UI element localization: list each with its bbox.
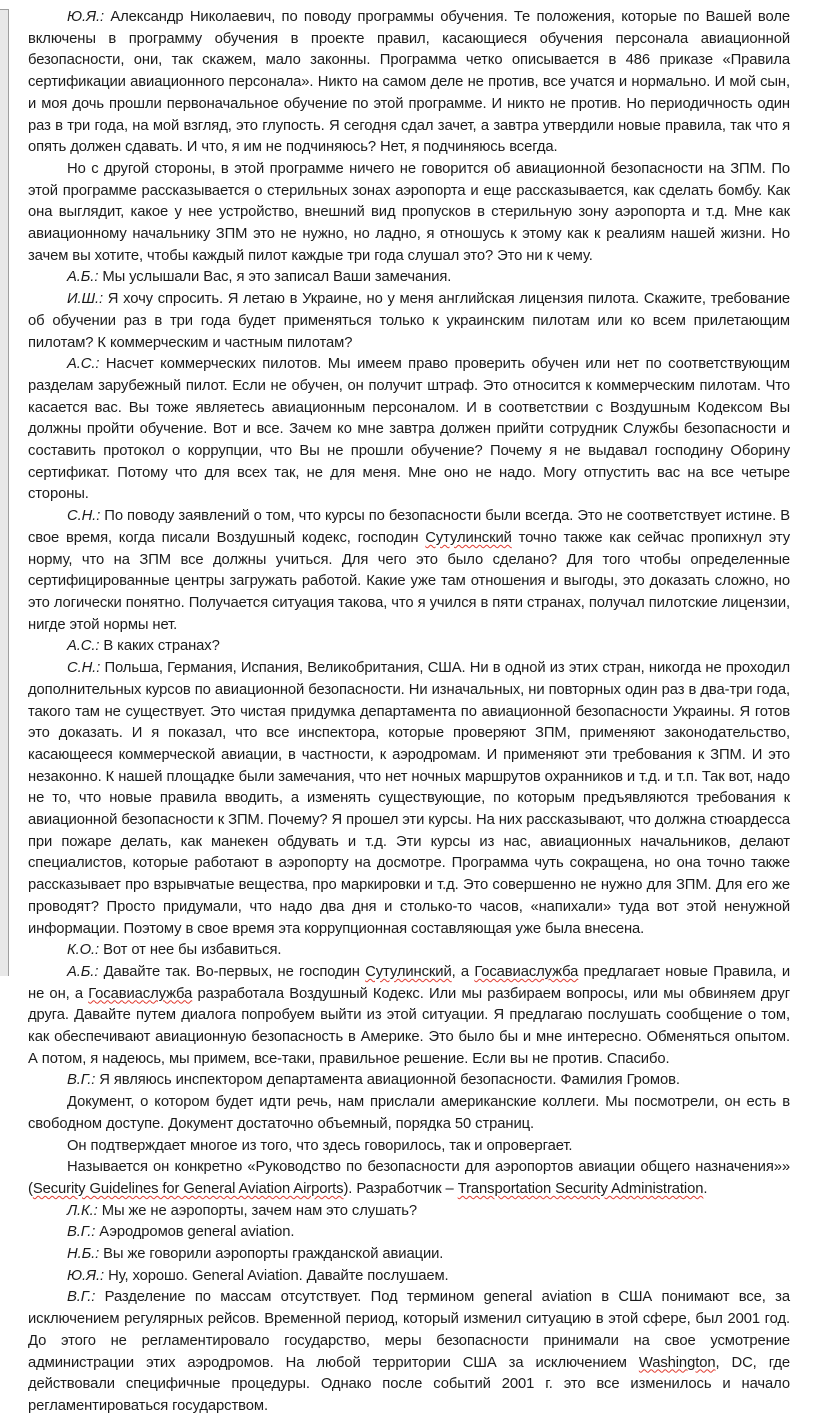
paragraph [28,1157,790,1200]
speaker-label: А.Б.: [67,963,99,980]
paragraph [28,1092,790,1135]
text-segment: Мы услышали Вас, я это записал Ваши замечания. [98,269,452,286]
text-segment: разработала Воздушный Кодекс. Или мы разбираем вопросы, или мы обвиняем друг друга. Давайте путем диалога попробуем выйти из этой ситуации. Я предлагаю послушать сообщение о том, как обеспечивают авиационную безопасность в Америке. Это было бы и мне интересно. Обменяться опытом. А потом, я надеюсь, мы примем, все-таки, правильное решение. Если вы не против. Спасибо. [28,985,790,1067]
misspelled-word: Transportation Security Administration [457,1180,704,1197]
paragraph [28,506,790,636]
speaker-label: В.Г.: [67,1072,96,1089]
speaker-label: Ю.Я.: [67,1267,105,1284]
paragraph [28,1136,790,1158]
misspelled-word: Сутулинский [425,529,512,546]
paragraph [28,354,790,506]
speaker-label: В.Г.: [67,1224,96,1241]
speaker-label: И.Ш.: [67,291,104,308]
text-segment: Давайте так. Во-первых, не господин [98,963,366,980]
speaker-label: С.Н.: [67,508,101,525]
misspelled-word: Сутулинский [365,963,452,980]
paragraph [28,289,790,354]
paragraph [28,1070,790,1092]
paragraph [28,1244,790,1266]
text-segment: Вот от нее бы избавиться. [99,942,282,959]
text-segment: Документ, о котором будет идти речь, нам прислали американские коллеги. Мы посмотрели, он есть в свободном доступе. Документ достаточно объемный, порядка 50 страниц. [28,1094,790,1132]
text-segment: Вы же говорили аэропорты гражданской авиации. [99,1246,444,1263]
paragraph [28,1222,790,1244]
text-segment: Я хочу спросить. Я летаю в Украине, но у меня английская лицензия пилота. Скажите, требование об обучении раз в три года будет применяться только к украинским пилотам или ко всем прилетающим пилотам? К коммерческим и частным пилотам? [28,291,790,351]
text-segment: Александр Николаевич, по поводу программы обучения. Те положения, которые по Вашей воле включены в программу обучения в проекте правил, касающиеся обучения персонала авиационной безопасности, они, так скажем, мало законны. Программа четко описывается в 486 приказе «Правила сертификации авиационного персонала». Никто на самом деле не против, все учатся и нормально. И мой сын, и моя дочь прошли первоначальное обучение по этой программе. И никто не против. Но периодичность один раз в три года, на мой взгляд, это глупость. Я сегодня сдал зачет, а завтра утвердили новые правила, так что я опять должен сдавать. И что, я им не подчиняюсь? Нет, я подчиняюсь всегда. [28,9,790,156]
text-segment: предлагает новые Правила, и не он, а [28,963,790,1002]
text-segment: Я являюсь инспектором департамента авиационной безопасности. Фамилия Громов. [95,1072,680,1089]
speaker-label: А.С.: [67,638,100,655]
text-segment: , а [451,963,475,980]
paragraph [28,7,790,159]
speaker-label: Н.Б.: [67,1246,100,1263]
text-segment: Польша, Германия, Испания, Великобритания, США. Ни в одной из этих стран, никогда не проходил дополнительных курсов по авиационной безопасности. Ни изначальных, ни повторных один раз в два-три года, такого там не существует. Это чистая придумка департамента по авиационной безопасности Украины. Я готов это доказать. И я показал, что все инспектора, которые проверяют ЗПМ, применяют законодательство, касающееся коммерческой авиации, в частности, к аэродромам. И применяют эти требования к ЗПМ. И это незаконно. К нашей площадке были замечания, что нет ночных маршрутов охранников и т.д. и т.п. Так вот, надо не то, что новые правила вводить, а изменять существующие, по которым предъявляются требования к авиационной безопасности к ЗПМ. Почему? Я прошел эти курсы. На них рассказывают, что должна стюардесса при пожаре делать, как манекен обдувать и т.д. Эти курсы из нас, авиационных начальников, делают специалистов, которые работают в аэропорту на досмотре. Программа чуть сокращена, но она точно также рассказывает про взрывчатые вещества, про маркировки и т.д. Это совершенно не нужно для ЗПМ. Для его же проводят? Просто придумали, что надо два дня и столько-то часов, «напихали» туда вот этой ненужной информации. Поэтому в свое время эта коррупционная составляющая уже была внесена. [28,660,790,937]
paragraph [28,962,790,1071]
misspelled-word: Washington [638,1354,716,1371]
paragraph [28,940,790,962]
misspelled-word: Госавиаслужба [88,985,193,1002]
paragraph [28,267,790,289]
text-segment: Разделение по массам отсутствует. Под термином general aviation в США понимают все, за исключением регулярных рейсов. Временной период, который изменил ситуацию в этой сфере, был 2001 год. До этого не регламентировало государство, меры безопасности принимали на свое усмотрение администрации этих аэродромов. На любой территории США за исключением [28,1289,790,1371]
text-segment: В каких странах? [99,638,220,655]
text-segment: точно также как сейчас пропихнул эту норму, что на ЗПМ все должны учиться. Для чего это было сделано? Для того чтобы определенные сертифицированные центры загружать работой. Какие уже там отношения и выгоды, это доказать сложно, но это логически понятно. Получается ситуация такова, что я учился в пяти странах, получал пилотские лицензии, нигде этой нормы нет. [28,529,790,633]
paragraph [28,1266,790,1288]
text-segment: Называется он конкретно «Руководство по безопасности для аэропортов авиации общего назначения»» ( [28,1159,790,1197]
paragraph [28,636,790,658]
paragraph [28,658,790,940]
text-segment: По поводу заявлений о том, что курсы по безопасности были всегда. Это не соответствует истине. В свое время, когда писали Воздушный кодекс, господин [28,508,790,546]
misspelled-word: Госавиаслужба [474,963,579,980]
paragraph [28,1201,790,1223]
page-left-edge [0,9,9,976]
speaker-label: Ю.Я.: [67,9,105,25]
speaker-label: С.Н.: [67,660,101,677]
text-segment: ). Разработчик – [343,1180,458,1197]
text-segment: Он подтверждает многое из того, что здесь говорилось, так и опровергает. [67,1137,573,1154]
paragraph [28,1287,790,1417]
misspelled-word: Security Guidelines for General Aviation Airports [32,1180,344,1197]
speaker-label: А.Б.: [67,269,99,286]
paragraph [28,159,790,268]
text-segment: Ну, хорошо. General Aviation. Давайте послушаем. [104,1267,449,1284]
text-segment: Аэродромов general aviation. [95,1224,295,1241]
speaker-label: А.С.: [67,356,100,373]
speaker-label: Л.К.: [67,1202,98,1219]
speaker-label: В.Г.: [67,1289,96,1306]
text-segment: Но с другой стороны, в этой программе ничего не говорится об авиационной безопасности на ЗПМ. По этой программе рассказывается о стерильных зонах аэропорта и еще рассказывается, как сделать бомбу. Как она выглядит, какое у нее устройство, внешний вид пропусков в стерильную зону аэропорта и т.д. Мне как авиационному начальнику ЗПМ это не нужно, но ладно, я отношусь к этому как к реалиям нашей жизни. Но зачем вы хотите, чтобы каждый пилот каждые три года слушал это? Это ни к чему. [28,160,790,264]
text-segment: Мы же не аэропорты, зачем нам это слушать? [97,1202,418,1219]
document-page [28,7,790,1418]
text-segment: Насчет коммерческих пилотов. Мы имеем право проверить обучен или нет по соответствующим разделам зарубежный пилот. Если не обучен, он получит штраф. Это относится к коммерческим пилотам. Что касается вас. Вы тоже являетесь авиационным персоналом. И в соответствии с Воздушным Кодексом Вы должны пройти обучение. Вот и все. Зачем ко мне завтра должен прийти сотрудник Службы безопасности и составить протокол о коррупции, что Вы не прошли обучение? Почему я не выдавал господину Оборину сертификат. Потому что для всех так, не для меня. Мне оно не надо. Могу отпустить вас на все четыре стороны. [28,356,790,503]
speaker-label: К.О.: [67,942,100,959]
text-segment: , DC, где действовали специфичные процедуры. Однако после событий 2001 г. это все изменилось и начало регламентироваться государством. [28,1354,790,1414]
text-segment: . [703,1180,708,1197]
